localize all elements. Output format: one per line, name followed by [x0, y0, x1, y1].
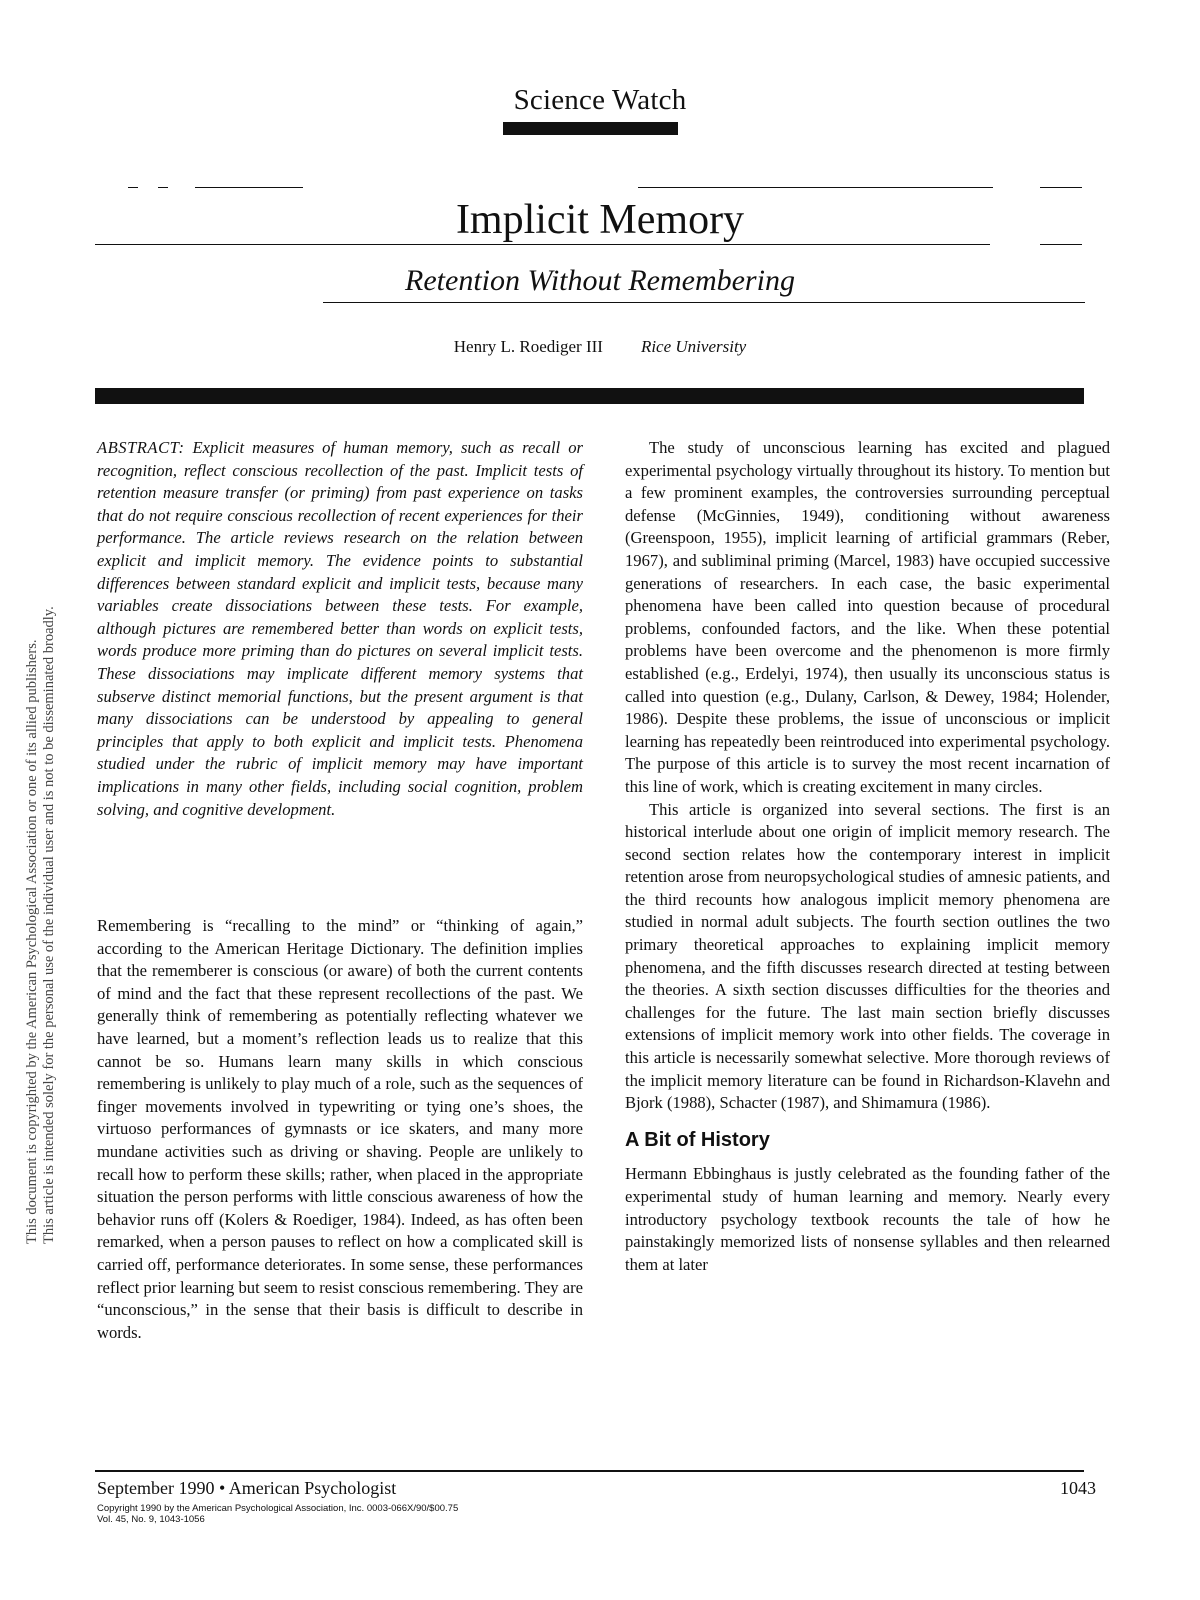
article-subtitle: Retention Without Remembering [405, 264, 795, 297]
header-thick-bar [95, 388, 1084, 404]
title-rule [95, 244, 990, 245]
top-rule-right [638, 187, 993, 188]
page-number: 1043 [1060, 1478, 1096, 1498]
body-paragraph: This article is organized into several sections. The first is an historical interlude about one origin of implicit memory research. The second section relates how the contemporary interest in implicit retention arose from neuropsychological studies of amnesic patients, and the third recounts how analogous implicit memory phenomena are studied in normal adult subjects. The fourth section outlines the two primary theoretical approaches to explaining implicit memory phenomena, and the fifth discusses research directed at testing between the theories. A sixth section discusses difficulties for the theories and challenges for the future. The last main section briefly discusses extensions of implicit memory work into other fields. The coverage in this article is necessarily somewhat selective. More thorough reviews of the implicit memory literature can be found in Richardson-Klavehn and Bjork (1988), Schacter (1987), and Shimamura (1986). [625, 799, 1110, 1113]
side-notice-line: This article is intended solely for the personal use of the individual user and is not to be disseminated broadly. [41, 606, 57, 1244]
subtitle-rule [323, 302, 1085, 303]
article-title: Implicit Memory [455, 197, 745, 243]
footer-journal: September 1990 • American Psychologist [97, 1478, 397, 1498]
abstract-text: Explicit measures of human memory, such as recall or recognition, reflect conscious recollection of the past. Implicit tests of retention measure transfer (or priming) from past experience on tasks that do not require conscious recollection of recent experiences for their performance. The article reviews research on the relation between explicit and implicit memory. The evidence points to substantial differences between standard explicit and implicit tests, because many variables create dissociations between these tests. For example, although pictures are remembered better than words on explicit tests, words produce more priming than do pictures on several implicit tests. These dissociations may implicate different memory systems that subserve distinct memorial functions, but the present argument is that many dissociations can be understood by appealing to general principles that apply to both explicit and implicit tests. Phenomena studied under the rubric of implicit memory may have important implications in many other fields, including social cognition, problem solving, and cognitive development. [97, 438, 583, 819]
top-rule-left-dash [158, 187, 168, 188]
body-paragraph: Hermann Ebbinghaus is justly celebrated as the founding father of the experimental study of human learning and memory. Nearly every introductory psychology textbook recounts the tale of how he painstakingly memorized lists of nonsense syllables and then relearned them at later [625, 1164, 1110, 1274]
top-rule-left [195, 187, 303, 188]
title-rule-right [1040, 244, 1082, 245]
side-notice-line: This document is copyrighted by the American Psychological Association or one of its allied publishers. [24, 639, 40, 1244]
abstract [97, 437, 583, 821]
footer-copyright-line: Copyright 1990 by the American Psychological Association, Inc. 0003-066X/90/$00.75 [97, 1503, 459, 1514]
top-rule-left-dash [128, 187, 138, 188]
section-heading-bar [503, 122, 678, 135]
footer-rule [95, 1470, 1084, 1472]
author-affiliation: Rice University [640, 337, 747, 356]
body-paragraph: Remembering is “recalling to the mind” or “thinking of again,” according to the American Heritage Dictionary. The definition implies that the rememberer is conscious (or aware) of both the current contents of mind and the fact that these represent recollections of the past. We generally think of remembering as potentially reflecting whatever we have learned, but a moment’s reflection leads us to realize that this cannot be so. Humans learn many skills in which conscious remembering is unlikely to play much of a role, such as the sequences of finger movements involved in typewriting or tying one’s shoes, the virtuoso performances of gymnasts or ice skaters, and many more mundane activities such as driving or shaving. People are unlikely to recall how to perform these skills; rather, when placed in the appropriate situation the person performs with little conscious awareness of how the behavior runs off (Kolers & Roediger, 1984). Indeed, as has often been remarked, when a person pauses to reflect on how a complicated skill is carried off, performance deteriorates. In some sense, these performances reflect prior learning but seem to resist conscious remembering. They are “unconscious,” in the sense that their basis is difficult to describe in words. [97, 916, 583, 1342]
footer-copyright [97, 1503, 458, 1525]
left-column-body [97, 915, 583, 1344]
footer-copyright-line: Vol. 45, No. 9, 1043-1056 [97, 1514, 205, 1525]
abstract-lead: ABSTRACT: [97, 438, 185, 457]
byline [0, 337, 1200, 357]
author-name: Henry L. Roediger III [453, 337, 603, 356]
body-paragraph: The study of unconscious learning has excited and plagued experimental psychology virtually throughout its history. To mention but a few prominent examples, the controversies surrounding perceptual defense (McGinnies, 1949), conditioning without awareness (Greenspoon, 1955), implicit learning of artificial grammars (Reber, 1967), and subliminal priming (Marcel, 1983) have occupied successive generations of researchers. In each case, the basic experimental phenomena have been called into question because of procedural problems, confounded factors, and the like. When these potential problems have been overcome and the phenomenon is more firmly established (e.g., Erdelyi, 1974), then usually its unconscious status is called into question (e.g., Dulany, Carlson, & Dewey, 1984; Holender, 1986). Despite these problems, the issue of unconscious or implicit learning has repeatedly been reintroduced into experimental psychology. The purpose of this article is to survey the most recent incarnation of this line of work, which is creating excitement in many circles. [625, 438, 1110, 796]
section-heading-history: A Bit of History [625, 1128, 770, 1151]
section-heading: Science Watch [513, 84, 687, 116]
copyright-side-notice [24, 424, 58, 1244]
right-column-body [625, 437, 1110, 1276]
top-rule-far-right [1040, 187, 1082, 188]
